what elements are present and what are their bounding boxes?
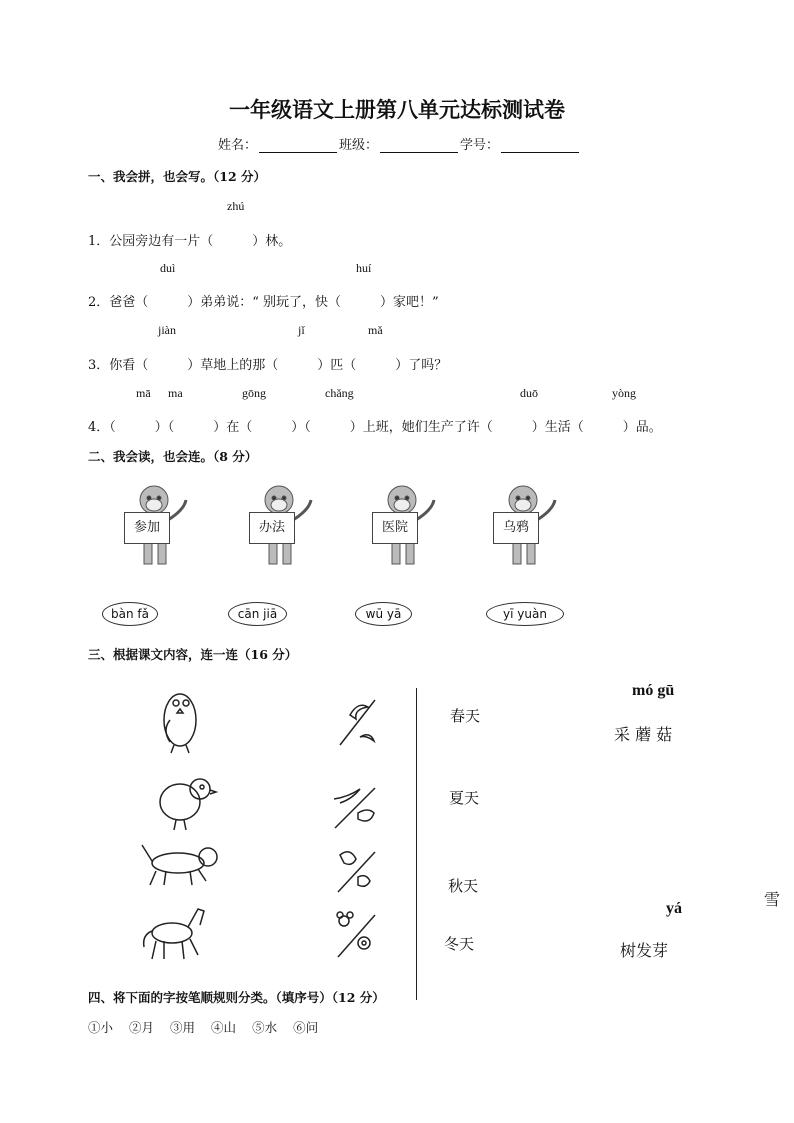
sign	[249, 512, 295, 544]
sign-text: 办法	[258, 520, 285, 535]
pinyin: ma	[168, 386, 183, 400]
pinyin: jiàn	[158, 323, 176, 337]
phrase-trees-sprout[interactable]: 树发芽	[620, 941, 669, 960]
class-field[interactable]	[380, 140, 458, 153]
class-label: 班级：	[339, 138, 379, 153]
pinyin: duì	[160, 261, 176, 275]
question-4: 4．（ ）（ ）在（ ）（ ）上班，她们生产了许（ ）生活（ ）品。	[88, 420, 662, 435]
season-spring[interactable]: 春天	[450, 707, 481, 725]
monkey-card[interactable]	[118, 480, 190, 568]
section2-heading: 二、我会读，也会连。（8 分）	[88, 449, 258, 464]
bird-icon	[164, 694, 196, 753]
question-2: 2．爸爸（ ）弟弟说：“ 别玩了，快（ ）家吧！”	[88, 295, 439, 310]
season-summer[interactable]: 夏天	[449, 789, 480, 807]
phrase-pick-mushrooms[interactable]: 采 蘑 菇	[614, 725, 673, 744]
name-label: 姓名：	[218, 138, 258, 153]
question-3: 3．你看（ ）草地上的那（ ）匹（ ）了吗？	[88, 358, 448, 373]
divider-line	[416, 688, 417, 1000]
leaf-spring-icon	[340, 700, 375, 745]
season-winter[interactable]: 冬天	[444, 935, 475, 953]
pinyin: mǎ	[368, 323, 383, 337]
pinyin: jǐ	[298, 323, 305, 337]
char-item: ③用	[170, 1020, 196, 1035]
pinyin-oval[interactable]: cān jiā	[228, 602, 287, 626]
char-item: ②月	[129, 1020, 155, 1035]
pinyin: mā	[136, 386, 151, 400]
phrase-pinyin: yá	[666, 900, 682, 917]
name-field[interactable]	[259, 140, 337, 153]
char-item: ④山	[211, 1020, 237, 1035]
leaf-summer-icon	[334, 788, 375, 828]
sign	[372, 512, 418, 544]
pinyin-oval[interactable]: bàn fǎ	[102, 602, 158, 626]
section4-heading: 四、将下面的字按笔顺规则分类。（填序号）（12 分）	[88, 990, 385, 1005]
monkey-card[interactable]	[487, 480, 559, 568]
monkey-card[interactable]	[366, 480, 438, 568]
animal-pictures	[140, 685, 230, 970]
monkey-card[interactable]	[243, 480, 315, 568]
page-title: 一年级语文上册第八单元达标测试卷	[229, 98, 565, 122]
character-list	[88, 1018, 318, 1036]
dog-icon	[142, 845, 217, 885]
student-info	[218, 134, 581, 153]
char-item: ⑤水	[252, 1020, 278, 1035]
pinyin: chǎng	[325, 386, 354, 400]
pinyin: zhú	[227, 199, 245, 213]
leaf-pictures	[330, 695, 385, 970]
sign-text: 参加	[133, 520, 160, 535]
pinyin: yòng	[612, 386, 636, 400]
horse-icon	[144, 909, 204, 959]
chick-icon	[160, 779, 216, 830]
id-label: 学号：	[460, 138, 500, 153]
section1-heading: 一、我会拼，也会写。（12 分）	[88, 169, 266, 184]
pinyin: huí	[356, 261, 372, 275]
id-field[interactable]	[501, 140, 579, 153]
question-1: 1．公园旁边有一片（ ）林。	[88, 234, 292, 249]
pinyin: duō	[520, 386, 538, 400]
leaf-winter-icon	[337, 912, 375, 957]
sign	[124, 512, 170, 544]
leaf-autumn-icon	[338, 852, 375, 892]
sign-text: 医院	[381, 520, 408, 535]
pinyin: gōng	[242, 386, 266, 400]
section3-heading: 三、根据课文内容，连一连（16 分）	[88, 647, 298, 662]
sign-text: 乌鸦	[502, 520, 529, 535]
char-item: ⑥问	[293, 1020, 319, 1035]
char-item: ①小	[88, 1020, 114, 1035]
season-autumn[interactable]: 秋天	[448, 877, 479, 895]
pinyin-oval[interactable]: yī yuàn	[486, 602, 564, 626]
phrase-snow[interactable]: 雪	[764, 890, 781, 909]
pinyin-oval[interactable]: wū yā	[355, 602, 412, 626]
phrase-pinyin: mó gū	[632, 682, 675, 699]
sign	[493, 512, 539, 544]
